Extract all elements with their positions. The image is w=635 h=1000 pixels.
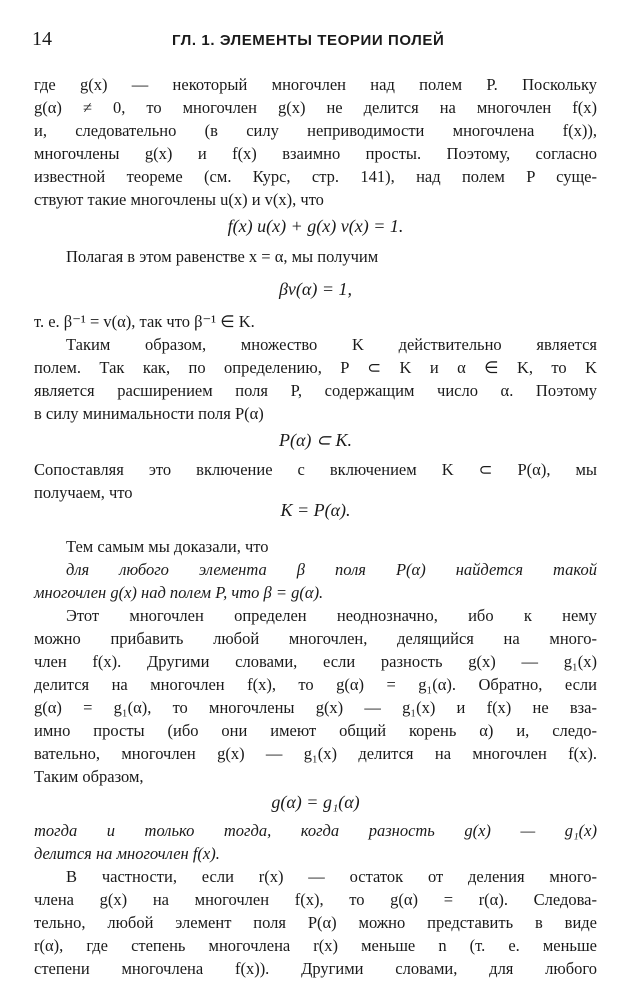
text-line: многочлены g(x) и f(x) взаимно просты. Поэтому, согласно [34, 144, 597, 163]
running-title: ГЛ. 1. ЭЛЕМЕНТЫ ТЕОРИИ ПОЛЕЙ [172, 32, 445, 49]
text-line: вательно, многочлен g(x) — g₁(x) делится на многочлен f(x). [34, 744, 597, 763]
text-line: степени многочлена f(x)). Другими словами, для любого [34, 959, 597, 978]
text-line: r(α), где степень многочлена r(x) меньше n (т. е. меньше [34, 936, 597, 955]
text-line: Сопоставляя это включение с включением K ⊂ P(α), мы [34, 460, 597, 479]
equation: g(α) = g₁(α) [271, 792, 360, 812]
text-line: члена g(x) на многочлен f(x), то g(α) = r(α). Следова- [34, 890, 597, 909]
text-line: делится на многочлен f(x), то g(α) = g₁(α). Обратно, если [34, 675, 597, 694]
theorem-line: делится на многочлен f(x). [34, 844, 220, 863]
text-line: где g(x) — некоторый многочлен над полем P. Поскольку [34, 75, 597, 94]
text-line: в силу минимальности поля P(α) [34, 404, 264, 423]
text-line: Полагая в этом равенстве x = α, мы получим [66, 247, 379, 266]
text-line: В частности, если r(x) — остаток от деления много- [66, 867, 597, 886]
text-line: g(α) = g₁(α), то многочлены g(x) — g₁(x) и f(x) не вза- [34, 698, 597, 717]
equation: f(x) u(x) + g(x) v(x) = 1. [227, 216, 404, 236]
page-header [32, 28, 595, 54]
equation: K = P(α). [280, 500, 351, 520]
text-line: g(α) ≠ 0, то многочлен g(x) не делится на многочлен f(x) [34, 98, 597, 117]
theorem-line: для любого элемента β поля P(α) найдется такой [66, 560, 597, 579]
text-line: т. е. β⁻¹ = v(α), так что β⁻¹ ∈ K. [34, 312, 255, 331]
text-line: ствуют такие многочлены u(x) и v(x), что [34, 190, 324, 209]
page-number: 14 [32, 28, 52, 50]
text-line: Таким образом, [34, 767, 144, 786]
text-line: получаем, что [34, 483, 133, 502]
text-line: тельно, любой элемент поля P(α) можно представить в виде [34, 913, 597, 932]
theorem-line: многочлен g(x) над полем P, что β = g(α). [34, 583, 324, 602]
text-line: является расширением поля P, содержащим число α. Поэтому [34, 381, 597, 400]
text-line: Таким образом, множество K действительно является [66, 335, 597, 354]
equation: P(α) ⊂ K. [278, 430, 353, 450]
equation: βv(α) = 1, [278, 279, 353, 299]
text-line: имно просты (ибо они имеют общий корень α) и, следо- [34, 721, 597, 740]
theorem-line: тогда и только тогда, когда разность g(x) — g₁(x) [34, 821, 597, 840]
text-line: Этот многочлен определен неоднозначно, ибо к нему [66, 606, 597, 625]
text-line: член f(x). Другими словами, если разность g(x) — g₁(x) [34, 652, 597, 671]
text-line: можно прибавить любой многочлен, делящийся на много- [34, 629, 597, 648]
text-line: Тем самым мы доказали, что [66, 537, 269, 556]
text-line: и, следовательно (в силу неприводимости многочлена f(x)), [34, 121, 597, 140]
text-line: известной теореме (см. Курс, стр. 141), над полем P суще- [34, 167, 597, 186]
text-line: полем. Так как, по определению, P ⊂ K и α ∈ K, то K [34, 358, 597, 377]
